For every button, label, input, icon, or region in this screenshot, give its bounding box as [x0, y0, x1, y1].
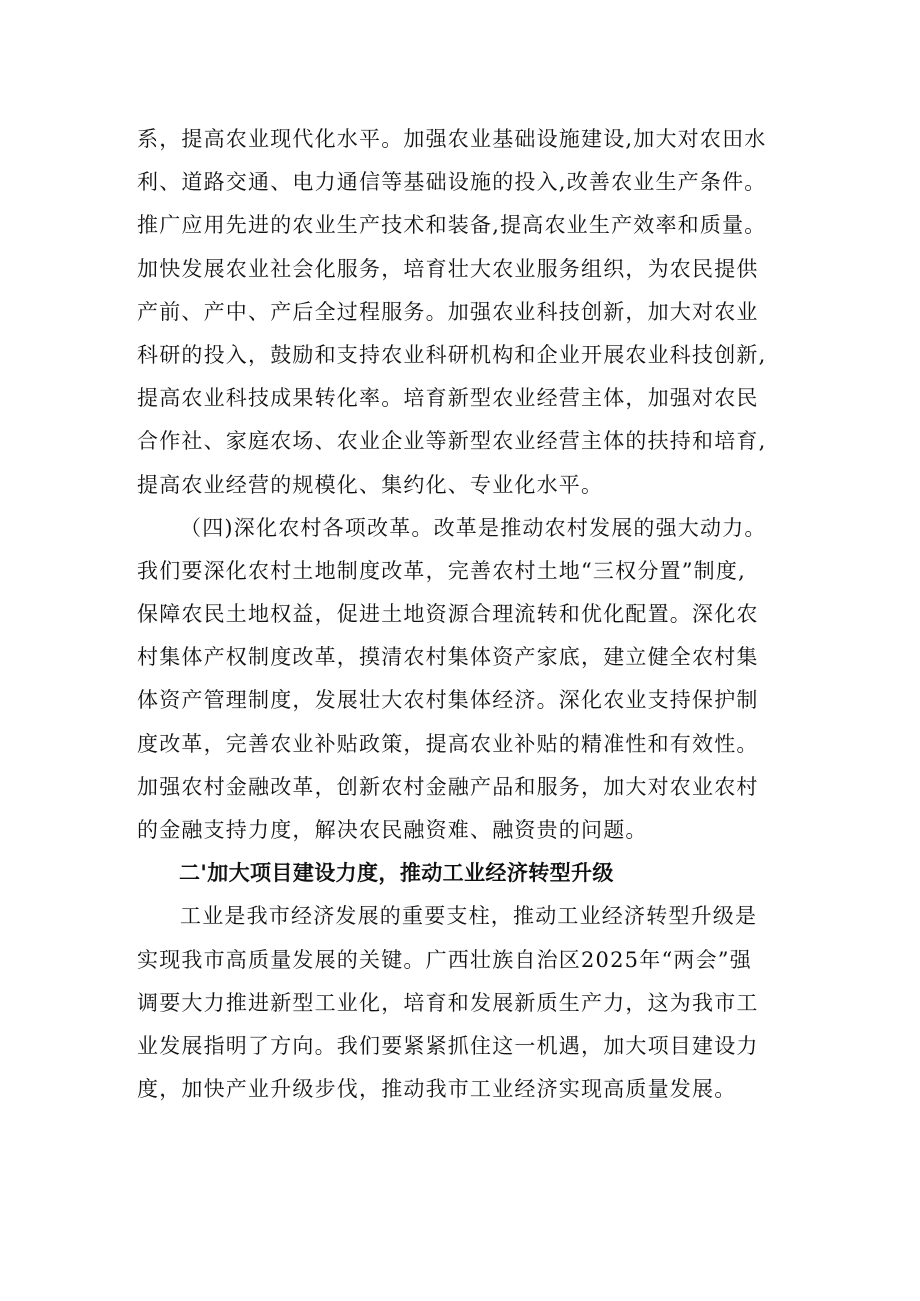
- text-line: 利、道路交通、电力通信等基础设施的投入,改善农业生产条件。: [137, 170, 767, 195]
- text-line: 合作社、家庭农场、农业企业等新型农业经营主体的扶持和培育,: [137, 429, 767, 454]
- text-line: 推广应用先进的农业生产技术和装备,提高农业生产效率和质量。: [137, 213, 767, 238]
- text-line: 调要大力推进新型工业化，培育和发展新质生产力，这为我市工: [137, 990, 759, 1015]
- text-line: （四)深化农村各项改革。改革是推动农村发展的强大动力。: [180, 515, 767, 540]
- text-line: 科研的投入，鼓励和支持农业科研机构和企业开展农业科技创新,: [137, 342, 767, 367]
- text-line: 实现我市高质量发展的关键。广西壮族自治区2025年“两会”强: [137, 947, 752, 972]
- text-line: 产前、产中、产后全过程服务。加强农业科技创新，加大对农业: [137, 299, 759, 324]
- text-line: 我们要深化农村土地制度改革，完善农村土地“三权分置”制度,: [137, 558, 746, 583]
- paragraph-rural-reform: [137, 507, 792, 853]
- text-line: 提高农业经营的规模化、集约化、专业化水平。: [137, 472, 604, 497]
- text-line: 工业是我市经济发展的重要支柱，推动工业经济转型升级是: [180, 904, 758, 929]
- text-line: 保障农民土地权益，促进土地资源合理流转和优化配置。深化农: [137, 602, 759, 627]
- document-body: [137, 118, 792, 1111]
- text-line: 体资产管理制度，发展壮大农村集体经济。深化农业支持保护制: [137, 688, 759, 713]
- paragraph-industrial-upgrade: [137, 895, 792, 1111]
- text-line: 村集体产权制度改革，摸清农村集体资产家底，建立健全农村集: [137, 645, 759, 670]
- text-line: 系，提高农业现代化水平。加强农业基础设施建设,加大对农田水: [137, 127, 767, 151]
- section-heading: 二'加大项目建设力度，推动工业经济转型升级: [179, 861, 614, 886]
- paragraph-agriculture-modernization: [137, 118, 792, 507]
- text-line: 度改革，完善农业补贴政策，提高农业补贴的精准性和有效性。: [137, 731, 759, 756]
- text-line: 加强农村金融改革，创新农村金融产品和服务，加大对农业农村: [137, 774, 759, 799]
- text-line: 的金融支持力度，解决农民融资难、融资贵的问题。: [137, 818, 648, 842]
- text-line: 加快发展农业社会化服务，培育壮大农业服务组织，为农民提供: [137, 256, 759, 281]
- text-line: 度，加快产业升级步伐，推动我市工业经济实现高质量发展。: [137, 1077, 737, 1102]
- text-line: 提高农业科技成果转化率。培育新型农业经营主体，加强对农民: [137, 386, 759, 411]
- text-line: 业发展指明了方向。我们要紧紧抓住这一机遇，加大项目建设力: [137, 1033, 759, 1058]
